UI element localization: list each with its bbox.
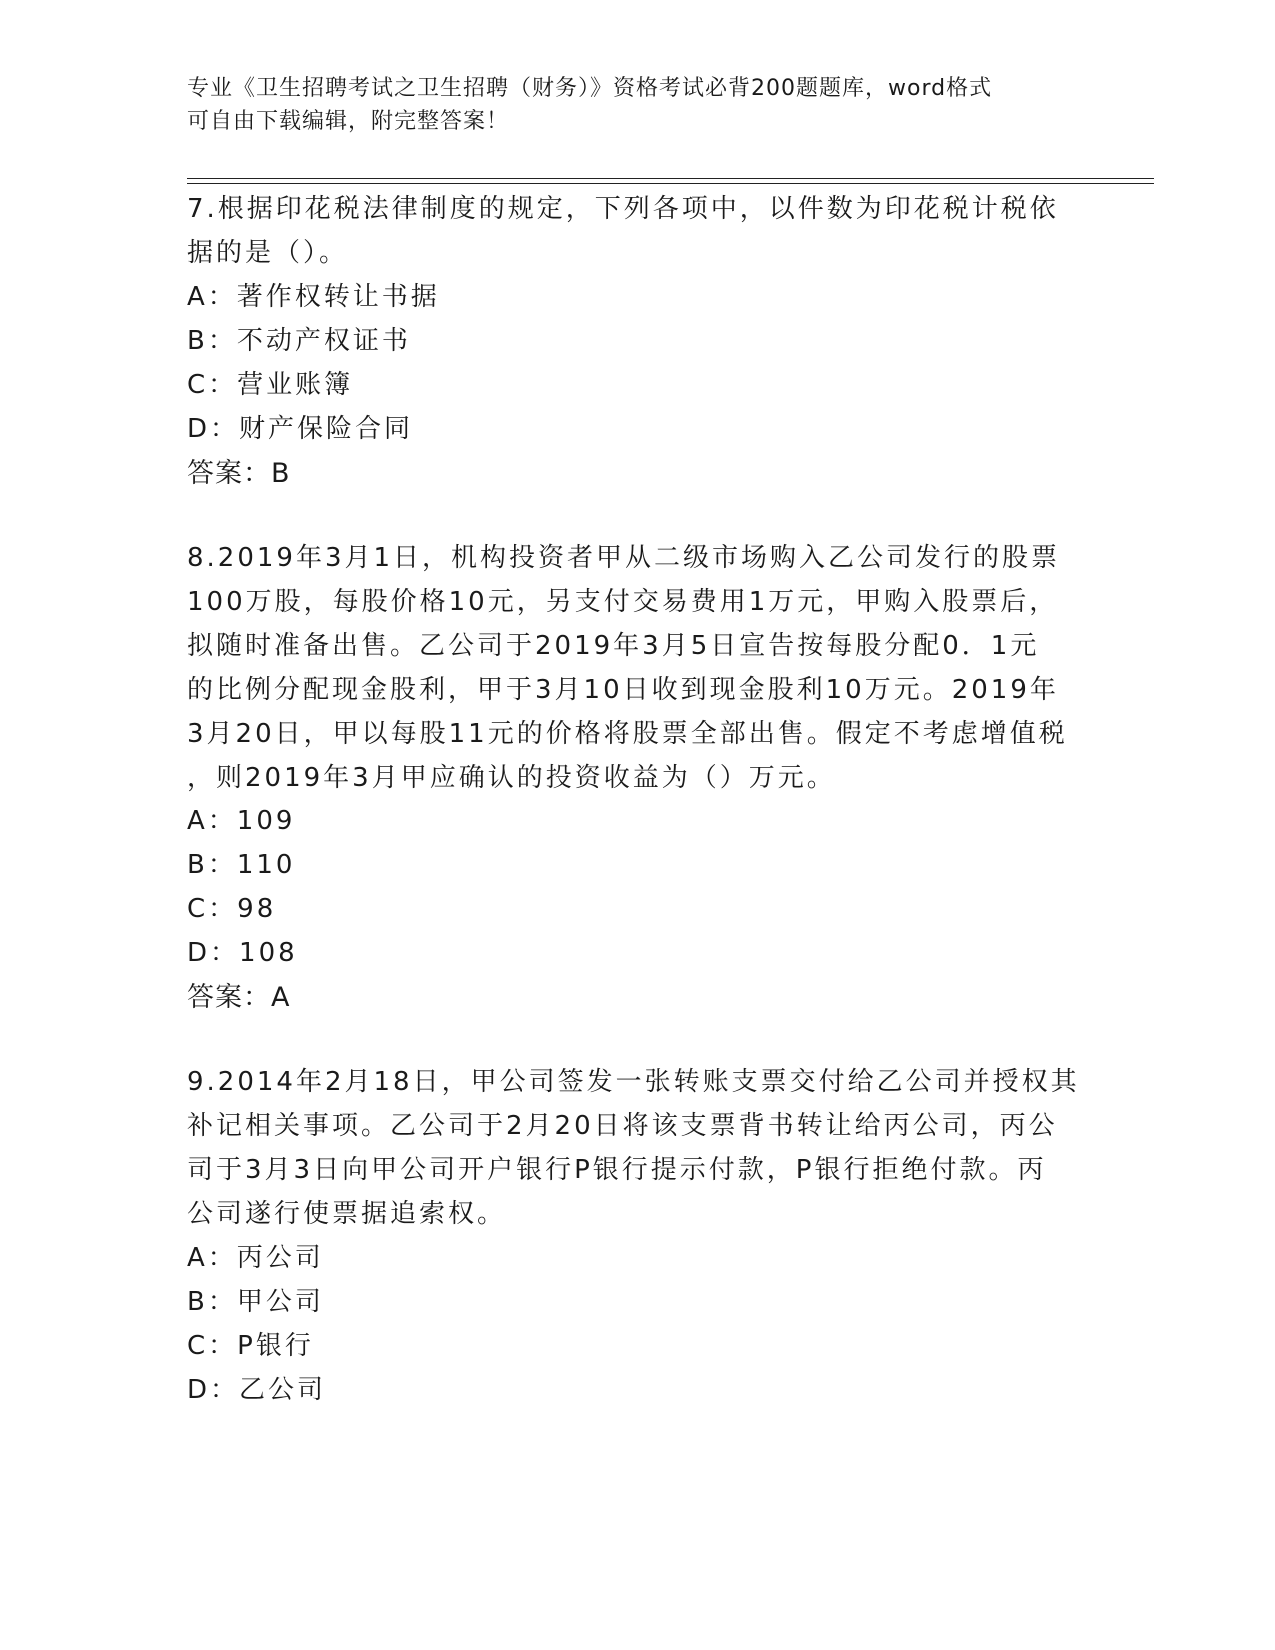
header-line-1: 专业《卫生招聘考试之卫生招聘（财务）》资格考试必背200题题库，word格式 <box>187 76 993 101</box>
option-b: B：不动产权证书 <box>187 326 411 356</box>
question-stem-line: 的比例分配现金股利，甲于3月10日收到现金股利10万元。2019年 <box>187 675 1059 705</box>
question-stem-line: 8.2019年3月1日，机构投资者甲从二级市场购入乙公司发行的股票 <box>187 543 1061 573</box>
question-stem-line: 7.根据印花税法律制度的规定，下列各项中，以件数为印花税计税依 <box>187 194 1059 224</box>
option-b: B：110 <box>187 850 296 880</box>
option-b: B：甲公司 <box>187 1287 324 1317</box>
answer-line: 答案：A <box>187 982 291 1013</box>
answer-line: 答案：B <box>187 458 291 489</box>
header-divider-bottom <box>187 183 1154 184</box>
question-stem-line: 3月20日，甲以每股11元的价格将股票全部出售。假定不考虑增值税 <box>187 719 1068 749</box>
option-d: D：乙公司 <box>187 1375 327 1405</box>
option-a: A：丙公司 <box>187 1243 324 1273</box>
question-stem-line: ，则2019年3月甲应确认的投资收益为（）万元。 <box>187 763 836 793</box>
header-divider-top <box>187 178 1154 179</box>
question-stem-line: 公司遂行使票据追索权。 <box>187 1199 507 1229</box>
option-c: C：98 <box>187 894 277 924</box>
option-a: A：著作权转让书据 <box>187 282 440 312</box>
question-stem-line: 据的是（）。 <box>187 238 349 268</box>
option-c: C：营业账簿 <box>187 370 354 400</box>
question-stem-line: 9.2014年2月18日，甲公司签发一张转账支票交付给乙公司并授权其 <box>187 1067 1080 1097</box>
question-stem-line: 100万股，每股价格10元，另支付交易费用1万元，甲购入股票后， <box>187 587 1059 617</box>
header-line-2: 可自由下载编辑，附完整答案！ <box>187 109 510 134</box>
option-d: D：108 <box>187 938 298 968</box>
question-stem-line: 司于3月3日向甲公司开户银行P银行提示付款，P银行拒绝付款。丙 <box>187 1155 1047 1185</box>
document-header <box>187 72 1067 138</box>
option-d: D：财产保险合同 <box>187 414 414 444</box>
option-c: C：P银行 <box>187 1331 314 1361</box>
question-stem-line: 拟随时准备出售。乙公司于2019年3月5日宣告按每股分配0．1元 <box>187 631 1040 661</box>
option-a: A：109 <box>187 806 296 836</box>
question-stem-line: 补记相关事项。乙公司于2月20日将该支票背书转让给丙公司，丙公 <box>187 1111 1058 1141</box>
